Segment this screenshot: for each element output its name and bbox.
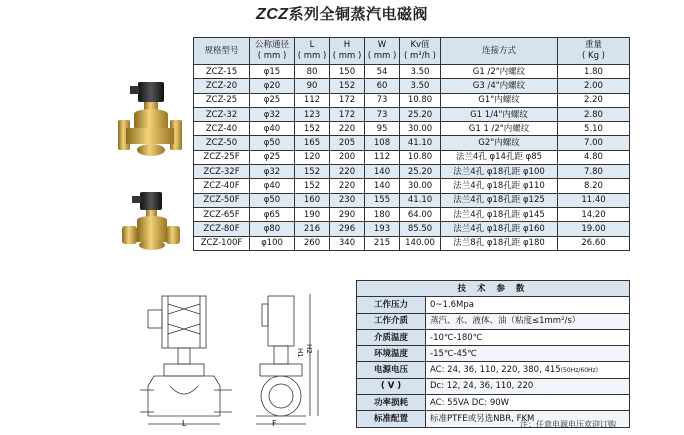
- spec-col-connection: 连接方式: [441, 38, 558, 65]
- table-cell: φ25: [250, 150, 295, 164]
- tech-row: [357, 329, 630, 345]
- table-cell: 54: [365, 65, 400, 79]
- table-cell: 95: [365, 122, 400, 136]
- table-row: [194, 236, 630, 250]
- tech-label: 介质温度: [357, 329, 426, 345]
- table-row: [194, 107, 630, 121]
- table-cell: ZCZ-32: [194, 107, 250, 121]
- table-cell: φ32: [250, 165, 295, 179]
- table-cell: 60: [365, 79, 400, 93]
- table-cell: 73: [365, 93, 400, 107]
- table-cell: 172: [330, 93, 365, 107]
- tech-label: 工作压力: [357, 297, 426, 313]
- tech-title: 技 术 参 数: [357, 281, 630, 297]
- table-row: [194, 207, 630, 221]
- tech-value: 蒸汽、水、液体、油（粘度≤1mm²/s）: [426, 313, 630, 329]
- table-cell: 150: [330, 65, 365, 79]
- table-cell: 2.00: [558, 79, 630, 93]
- table-cell: 108: [365, 136, 400, 150]
- table-cell: ZCZ-40: [194, 122, 250, 136]
- tech-value: -10℃-180℃: [426, 329, 630, 345]
- table-cell: 7.80: [558, 165, 630, 179]
- table-cell: 152: [295, 122, 330, 136]
- table-cell: 5.10: [558, 122, 630, 136]
- table-cell: φ40: [250, 179, 295, 193]
- spec-header-row: [194, 38, 630, 65]
- spec-col-w: W ( mm ): [365, 38, 400, 65]
- spec-table: [193, 37, 630, 251]
- table-cell: 64.00: [400, 207, 441, 221]
- table-cell: 73: [365, 107, 400, 121]
- tech-label: 功率损耗: [357, 395, 426, 411]
- table-cell: ZCZ-25F: [194, 150, 250, 164]
- table-cell: 30.00: [400, 179, 441, 193]
- spec-col-kv: Kv值 ( m³/h ): [400, 38, 441, 65]
- table-row: [194, 79, 630, 93]
- table-cell: 290: [330, 207, 365, 221]
- table-cell: 190: [295, 207, 330, 221]
- table-cell: G3 /4"内螺纹: [441, 79, 558, 93]
- table-cell: φ40: [250, 122, 295, 136]
- table-cell: ZCZ-15: [194, 65, 250, 79]
- tech-row: [357, 378, 630, 394]
- table-cell: φ50: [250, 136, 295, 150]
- table-cell: 41.10: [400, 193, 441, 207]
- table-cell: φ100: [250, 236, 295, 250]
- tech-value: 标准PTFE或另选NBR, FKM: [426, 411, 630, 427]
- tech-value: AC: 55VA DC: 90W: [426, 395, 630, 411]
- title-name: 系列全铜蒸汽电磁阀: [288, 5, 429, 23]
- table-cell: 85.50: [400, 222, 441, 236]
- table-row: [194, 222, 630, 236]
- tech-label: 电源电压: [357, 362, 426, 378]
- table-cell: 26.60: [558, 236, 630, 250]
- table-cell: 法兰4孔 φ18孔距 φ100: [441, 165, 558, 179]
- table-cell: 220: [330, 179, 365, 193]
- table-cell: ZCZ-50: [194, 136, 250, 150]
- valve-section-drawing: [140, 290, 235, 430]
- table-cell: 340: [330, 236, 365, 250]
- tech-value: -15℃-45℃: [426, 346, 630, 362]
- tech-params-table: [356, 280, 630, 428]
- flanged-brass-valve-photo: [116, 80, 184, 162]
- table-cell: 14.20: [558, 207, 630, 221]
- table-cell: 155: [365, 193, 400, 207]
- tech-value: AC: 24, 36, 110, 220, 380, 415(50Hz/60Hz): [426, 362, 630, 378]
- table-cell: 160: [295, 193, 330, 207]
- table-row: [194, 193, 630, 207]
- table-cell: 152: [295, 179, 330, 193]
- table-cell: 法兰4孔 φ18孔距 φ160: [441, 222, 558, 236]
- table-cell: 4.80: [558, 150, 630, 164]
- table-cell: 法兰4孔 φ14孔距 φ85: [441, 150, 558, 164]
- tech-row: [357, 362, 630, 378]
- table-cell: φ20: [250, 79, 295, 93]
- tech-row: [357, 395, 630, 411]
- table-cell: 205: [330, 136, 365, 150]
- table-cell: 2.80: [558, 107, 630, 121]
- tech-row: [357, 297, 630, 313]
- footnote: 注：任意电源电压欢迎订购: [520, 420, 616, 429]
- table-cell: 3.50: [400, 65, 441, 79]
- table-cell: φ65: [250, 207, 295, 221]
- table-cell: G1 1 /2"内螺纹: [441, 122, 558, 136]
- table-cell: 193: [365, 222, 400, 236]
- spec-table-body: [194, 65, 630, 251]
- table-cell: G2"内螺纹: [441, 136, 558, 150]
- table-cell: φ80: [250, 222, 295, 236]
- tech-value: Dc: 12, 24, 36, 110, 220: [426, 378, 630, 394]
- table-cell: ZCZ-80F: [194, 222, 250, 236]
- table-cell: ZCZ-40F: [194, 179, 250, 193]
- table-cell: 220: [330, 122, 365, 136]
- table-cell: 140: [365, 165, 400, 179]
- table-cell: 11.40: [558, 193, 630, 207]
- tech-title-row: [357, 281, 630, 297]
- table-cell: 法兰4孔 φ18孔距 φ145: [441, 207, 558, 221]
- table-row: [194, 179, 630, 193]
- table-cell: 法兰4孔 φ18孔距 φ110: [441, 179, 558, 193]
- table-cell: 296: [330, 222, 365, 236]
- table-cell: 152: [330, 79, 365, 93]
- spec-col-h: H ( mm ): [330, 38, 365, 65]
- side-dim-f: F: [272, 419, 277, 428]
- section-dim-l: L: [182, 419, 187, 428]
- title-code: ZCZ: [255, 6, 289, 23]
- table-cell: 216: [295, 222, 330, 236]
- table-cell: 140.00: [400, 236, 441, 250]
- side-dim-h1: H1: [296, 348, 304, 358]
- table-cell: 123: [295, 107, 330, 121]
- table-cell: 165: [295, 136, 330, 150]
- table-cell: 180: [365, 207, 400, 221]
- table-cell: 1.80: [558, 65, 630, 79]
- table-cell: G1 1/4"内螺纹: [441, 107, 558, 121]
- table-cell: 215: [365, 236, 400, 250]
- table-row: [194, 136, 630, 150]
- spec-col-model: 规格型号: [194, 38, 250, 65]
- spec-col-dn: 公称通径 ( mm ): [250, 38, 295, 65]
- table-cell: 152: [295, 165, 330, 179]
- page-title: [0, 3, 684, 24]
- table-cell: 112: [295, 93, 330, 107]
- table-cell: 2.20: [558, 93, 630, 107]
- table-cell: G1 /2"内螺纹: [441, 65, 558, 79]
- table-cell: ZCZ-100F: [194, 236, 250, 250]
- table-cell: 10.80: [400, 93, 441, 107]
- table-cell: 法兰4孔 φ18孔距 φ125: [441, 193, 558, 207]
- table-cell: 112: [365, 150, 400, 164]
- spec-col-weight: 重量 ( Kg ): [558, 38, 630, 65]
- table-row: [194, 122, 630, 136]
- tech-label: 工作介质: [357, 313, 426, 329]
- tech-row: [357, 313, 630, 329]
- valve-side-drawing: [250, 290, 322, 430]
- table-cell: 80: [295, 65, 330, 79]
- table-cell: 120: [295, 150, 330, 164]
- table-cell: 10.80: [400, 150, 441, 164]
- table-row: [194, 65, 630, 79]
- table-cell: 3.50: [400, 79, 441, 93]
- table-cell: G1"内螺纹: [441, 93, 558, 107]
- table-cell: ZCZ-50F: [194, 193, 250, 207]
- table-cell: φ32: [250, 107, 295, 121]
- side-dim-h2: H2: [305, 344, 313, 354]
- threaded-brass-valve-photo: [118, 190, 182, 254]
- table-cell: 25.20: [400, 107, 441, 121]
- table-cell: φ25: [250, 93, 295, 107]
- table-row: [194, 150, 630, 164]
- table-cell: 172: [330, 107, 365, 121]
- table-cell: 19.00: [558, 222, 630, 236]
- table-cell: 90: [295, 79, 330, 93]
- table-cell: φ15: [250, 65, 295, 79]
- table-cell: 41.10: [400, 136, 441, 150]
- table-cell: φ50: [250, 193, 295, 207]
- table-cell: ZCZ-25: [194, 93, 250, 107]
- table-cell: ZCZ-20: [194, 79, 250, 93]
- tech-label: ( V ): [357, 378, 426, 394]
- tech-label: 环境温度: [357, 346, 426, 362]
- table-row: [194, 93, 630, 107]
- table-cell: 200: [330, 150, 365, 164]
- table-cell: 7.00: [558, 136, 630, 150]
- tech-label: 标准配置: [357, 411, 426, 427]
- spec-col-l: L ( mm ): [295, 38, 330, 65]
- table-cell: ZCZ-65F: [194, 207, 250, 221]
- table-cell: ZCZ-32F: [194, 165, 250, 179]
- table-cell: 8.20: [558, 179, 630, 193]
- table-cell: 25.20: [400, 165, 441, 179]
- table-row: [194, 165, 630, 179]
- table-cell: 230: [330, 193, 365, 207]
- tech-value: 0~1.6Mpa: [426, 297, 630, 313]
- table-cell: 140: [365, 179, 400, 193]
- table-cell: 260: [295, 236, 330, 250]
- tech-row: [357, 346, 630, 362]
- table-cell: 220: [330, 165, 365, 179]
- table-cell: 法兰8孔 φ18孔距 φ180: [441, 236, 558, 250]
- table-cell: 30.00: [400, 122, 441, 136]
